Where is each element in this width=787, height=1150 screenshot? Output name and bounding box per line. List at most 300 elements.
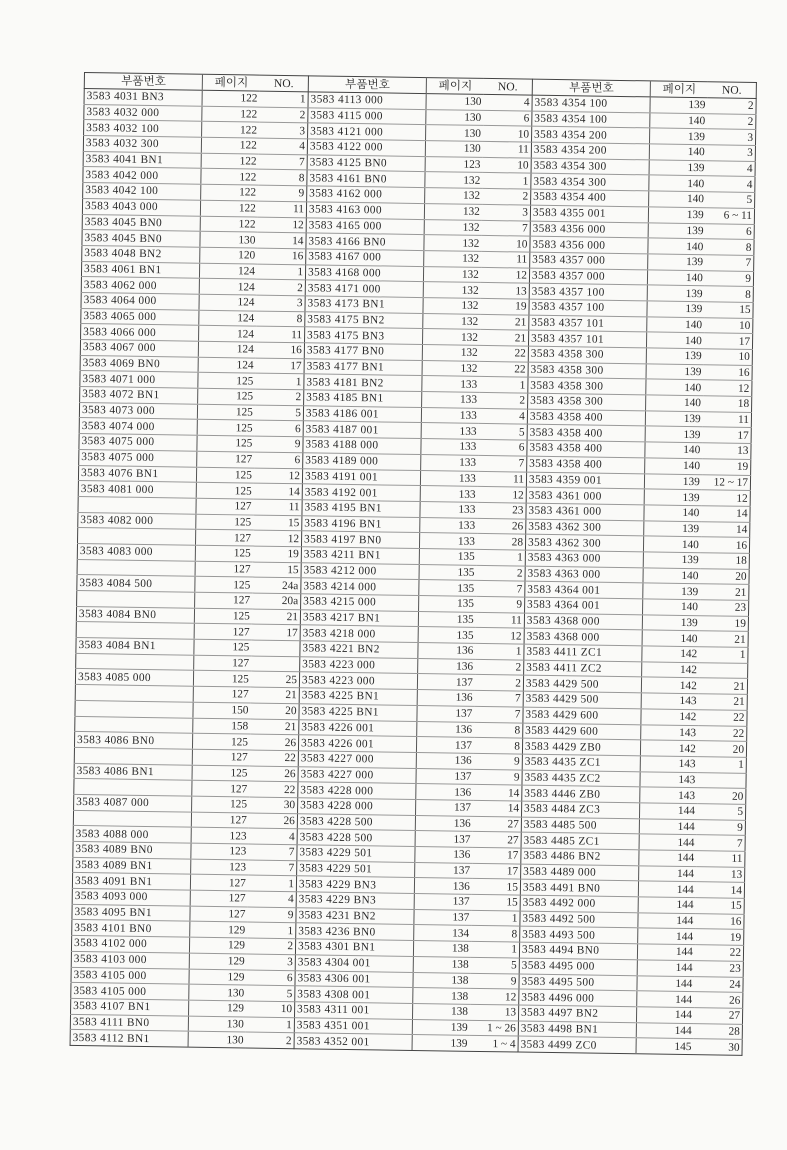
part-number-cell: 3583 4368 000 [524,613,643,630]
page-cell: 133 [421,470,478,487]
page-cell: 139 [646,411,703,428]
part-number-cell [77,590,196,607]
item-no-cell: 1 [479,377,528,393]
page-cell: 125 [197,482,254,499]
page-cell: 129 [190,937,247,954]
page-cell: 127 [194,624,251,641]
item-no-cell: 12 [254,468,303,484]
part-number-cell: 3583 4032 100 [84,120,203,137]
page-cell: 144 [639,834,696,851]
page-cell: 124 [199,326,256,343]
header-no: NO. [260,75,309,92]
item-no-cell: 18 [703,396,752,412]
part-number-cell: 3583 4162 000 [307,186,426,203]
page-cell: 139 [650,128,707,145]
page-cell: 138 [414,941,471,958]
item-no-cell: 7 [481,220,530,236]
page-cell: 142 [641,709,698,726]
page-cell: 144 [638,897,695,914]
part-number-cell: 3583 4358 400 [527,425,646,442]
item-no-cell: 13 [702,443,751,459]
page-cell: 144 [638,913,695,930]
page-cell: 139 [647,348,704,365]
item-no-cell: 21 [698,694,747,710]
part-number-cell: 3583 4103 000 [71,951,190,968]
part-number-cell: 3583 4065 000 [81,308,200,325]
item-no-cell: 8 [474,722,523,738]
page-cell: 139 [649,207,706,224]
page-cell: 122 [201,184,258,201]
page-cell: 123 [425,156,482,173]
part-number-cell: 3583 4358 400 [527,409,646,426]
part-number-cell: 3583 4223 000 [300,657,419,674]
page-cell: 132 [423,297,480,314]
item-no-cell: 10 [482,157,531,173]
item-no-cell: 22 [698,725,747,741]
part-number-cell: 3583 4075 000 [79,449,198,466]
part-number-cell [74,747,193,764]
page-cell: 144 [637,975,694,992]
part-number-cell: 3583 4429 500 [523,676,642,693]
item-no-cell: 6 [478,440,527,456]
page-cell: 125 [192,765,249,782]
page-cell: 125 [196,514,253,531]
page-cell: 139 [646,364,703,381]
item-no-cell: 11 [253,499,302,515]
part-number-cell: 3583 4429 500 [523,691,642,708]
part-number-cell: 3583 4226 001 [298,735,417,752]
item-no-cell: 7 [248,860,297,876]
page-cell: 144 [639,866,696,883]
item-no-cell: 12 [470,989,519,1005]
item-no-cell: 3 [707,129,756,145]
item-no-cell: 1 [255,373,304,389]
part-number-cell: 3583 4177 BN1 [304,358,423,375]
page-cell: 138 [413,956,470,973]
item-no-cell: 20a [252,593,301,609]
part-number-cell: 3583 4351 001 [294,1017,413,1034]
page-cell: 142 [642,646,699,663]
item-no-cell: 1 [471,910,520,926]
item-no-cell: 22 [249,781,298,797]
item-no-cell: 1 [257,264,306,280]
page-cell: 130 [188,1031,245,1048]
item-no-cell: 3 [247,954,296,970]
page-cell: 132 [423,282,480,299]
page-cell: 125 [194,671,251,688]
item-no-cell: 2 [707,113,756,129]
item-no-cell: 8 [256,311,305,327]
parts-index-table [70,72,757,1056]
part-number-cell: 3583 4181 BN2 [304,374,423,391]
part-number-cell: 3583 4358 300 [528,346,647,363]
item-no-cell: 19 [700,615,749,631]
page-cell: 132 [425,172,482,189]
page-cell: 140 [642,630,699,647]
page-cell: 127 [195,592,252,609]
item-no-cell: 7 [474,706,523,722]
part-number-cell: 3583 4211 BN1 [301,547,420,564]
part-number-cell: 3583 4032 300 [83,136,202,153]
item-no-cell: 16 [695,913,744,929]
item-no-cell: 13 [470,1004,519,1020]
item-no-cell: 27 [473,816,522,832]
page-cell: 140 [646,395,703,412]
item-no-cell: 27 [472,832,521,848]
item-no-cell: 2 [479,392,528,408]
item-no-cell: 2 [259,107,308,123]
item-no-cell: 8 [704,286,753,302]
item-no-cell: 1 [697,757,746,773]
item-no-cell: 22 [480,345,529,361]
page-cell: 122 [201,169,258,186]
page-cell: 143 [641,724,698,741]
part-number-cell [73,810,192,827]
part-number-cell: 3583 4363 000 [525,550,644,567]
item-no-cell: 10 [704,317,753,333]
page-cell: 132 [423,345,480,362]
part-number-cell: 3583 4304 001 [295,955,414,972]
page-cell: 137 [416,768,473,785]
item-no-cell: 17 [472,863,521,879]
page-cell: 136 [415,847,472,864]
item-no-cell: 26 [250,734,299,750]
item-no-cell: 6 [254,421,303,437]
page-cell: 125 [196,545,253,562]
item-no-cell: 7 [705,255,754,271]
header-page: 페이지 [650,81,707,98]
item-no-cell: 26 [477,518,526,534]
item-no-cell: 4 [706,176,755,192]
page-cell: 140 [643,567,700,584]
page-cell: 130 [189,984,246,1001]
item-no-cell: 2 [255,389,304,405]
page-cell: 125 [195,608,252,625]
item-no-cell: 21 [480,314,529,330]
page-cell: 139 [647,301,704,318]
page-cell: 140 [647,332,704,349]
part-number-cell: 3583 4356 000 [530,236,649,253]
part-number-cell: 3583 4221 BN2 [300,641,419,658]
page-cell: 140 [648,269,705,286]
item-no-cell: 7 [258,154,307,170]
page-cell: 138 [413,972,470,989]
item-no-cell: 23 [700,600,749,616]
page-cell: 136 [417,721,474,738]
part-number-cell: 3583 4229 501 [297,845,416,862]
part-number-cell: 3583 4189 000 [303,453,422,470]
part-number-cell: 3583 4495 000 [519,958,638,975]
item-no-cell: 16 [701,537,750,553]
part-number-cell: 3583 4356 000 [530,221,649,238]
page-cell: 136 [418,643,475,660]
item-no-cell: 11 [258,201,307,217]
table-body [70,89,756,1056]
page-cell: 137 [415,862,472,879]
page-cell: 140 [644,505,701,522]
part-number-cell: 3583 4228 000 [297,798,416,815]
item-no-cell: 28 [694,1023,743,1039]
part-number-cell: 3583 4125 BN0 [307,155,426,172]
item-no-cell: 8 [258,170,307,186]
part-number-cell: 3583 4498 BN1 [518,1021,637,1038]
item-no-cell: 12 [475,628,524,644]
page-cell: 139 [645,426,702,443]
item-no-cell: 6 [705,223,754,239]
page-cell: 139 [648,222,705,239]
page-cell: 135 [419,580,476,597]
item-no-cell: 1 ~ 4 [469,1036,518,1052]
page-cell: 139 [645,473,702,490]
item-no-cell: 11 [256,326,305,342]
part-number-cell: 3583 4411 ZC2 [524,660,643,677]
part-number-cell: 3583 4173 BN1 [305,296,424,313]
part-number-cell: 3583 4354 300 [531,158,650,175]
item-no-cell: 15 [252,562,301,578]
page-cell: 130 [200,231,257,248]
item-no-cell: 20 [250,703,299,719]
part-number-cell: 3583 4357 101 [528,330,647,347]
item-no-cell: 5 [478,424,527,440]
page-cell: 135 [419,596,476,613]
part-number-cell: 3583 4071 000 [80,371,199,388]
part-number-cell: 3583 4485 ZC1 [521,832,640,849]
item-no-cell: 1 [247,922,296,938]
page-cell: 130 [426,125,483,142]
page-cell: 120 [200,247,257,264]
part-number-cell: 3583 4361 000 [526,487,645,504]
part-number-cell: 3583 4082 000 [78,512,197,529]
part-number-cell: 3583 4357 101 [529,315,648,332]
page-cell: 132 [423,329,480,346]
item-no-cell: 22 [250,750,299,766]
part-number-cell: 3583 4175 BN3 [304,327,423,344]
page-cell: 129 [190,953,247,970]
part-number-cell: 3583 4075 000 [79,434,198,451]
page-cell: 139 [644,489,701,506]
item-no-cell: 8 [471,926,520,942]
item-no-cell: 16 [257,248,306,264]
part-number-cell: 3583 4111 BN0 [70,1014,189,1031]
part-number-cell: 3583 4177 BN0 [304,343,423,360]
item-no-cell: 14 [257,232,306,248]
part-number-cell: 3583 4067 000 [80,339,199,356]
part-number-cell: 3583 4115 000 [308,108,427,125]
item-no-cell: 12 [258,217,307,233]
item-no-cell: 5 [706,192,755,208]
item-no-cell: 9 [697,819,746,835]
page-cell: 132 [422,360,479,377]
part-number-cell: 3583 4188 000 [303,437,422,454]
item-no-cell: 2 [257,279,306,295]
part-number-cell: 3583 4105 000 [71,983,190,1000]
part-number-cell: 3583 4357 000 [529,268,648,285]
part-number-cell: 3583 4225 BN1 [299,704,418,721]
item-no-cell: 4 [248,891,297,907]
item-no-cell: 3 [707,145,756,161]
part-number-cell: 3583 4492 500 [520,911,639,928]
page-cell: 144 [636,1022,693,1039]
page-cell: 132 [424,219,481,236]
part-number-cell: 3583 4161 BN0 [307,170,426,187]
part-number-cell: 3583 4359 001 [526,472,645,489]
page-cell: 136 [417,752,474,769]
item-no-cell: 9 [474,753,523,769]
header-no: NO. [707,82,756,99]
item-no-cell: 4 [259,138,308,154]
item-no-cell: 13 [696,866,745,882]
page-cell: 137 [416,799,473,816]
page-cell: 127 [196,529,253,546]
page-cell: 142 [641,740,698,757]
part-number-cell: 3583 4113 000 [308,92,427,109]
part-number-cell: 3583 4163 000 [306,202,425,219]
part-number-cell: 3583 4364 001 [525,581,644,598]
item-no-cell: 5 [471,957,520,973]
item-no-cell: 11 [483,141,532,157]
page-cell: 138 [413,1003,470,1020]
page-cell: 127 [193,749,250,766]
part-number-cell: 3583 4084 BN1 [76,638,195,655]
page-cell: 122 [201,200,258,217]
page-cell: 127 [194,655,251,672]
part-number-cell: 3583 4061 BN1 [81,261,200,278]
page-cell: 135 [419,611,476,628]
page-cell: 140 [644,536,701,553]
part-number-cell: 3583 4217 BN1 [300,609,419,626]
item-no-cell: 19 [702,459,751,475]
page-cell: 139 [647,285,704,302]
page-cell: 144 [640,803,697,820]
item-no-cell: 9 [476,596,525,612]
page-cell: 127 [195,561,252,578]
part-number-cell: 3583 4357 000 [530,252,649,269]
item-no-cell: 15 [695,898,744,914]
item-no-cell: 1 [246,1017,295,1033]
part-number-cell: 3583 4354 100 [532,95,651,112]
part-number-cell: 3583 4429 600 [523,707,642,724]
item-no-cell: 21 [250,719,299,735]
part-number-cell: 3583 4225 BN1 [299,688,418,705]
page-cell: 142 [642,662,699,679]
part-number-cell [75,685,194,702]
item-no-cell: 8 [705,239,754,255]
part-number-cell: 3583 4368 000 [524,628,643,645]
page-cell: 137 [417,737,474,754]
item-no-cell: 5 [697,804,746,820]
page-cell: 124 [199,341,256,358]
page-cell: 125 [195,577,252,594]
part-number-cell: 3583 4212 000 [301,562,420,579]
page-cell: 143 [640,787,697,804]
item-no-cell: 19 [253,546,302,562]
page-cell: 144 [640,818,697,835]
item-no-cell: 20 [700,568,749,584]
page-cell: 144 [637,960,694,977]
part-number-cell: 3583 4358 300 [528,377,647,394]
page-cell: 133 [422,407,479,424]
item-no-cell: 21 [699,678,748,694]
item-no-cell: 3 [259,122,308,138]
page-cell: 123 [191,827,248,844]
item-no-cell: 21 [480,330,529,346]
item-no-cell: 7 [696,835,745,851]
page-cell: 136 [417,690,474,707]
part-number-cell: 3583 4043 000 [82,198,201,215]
page-cell: 125 [197,467,254,484]
item-no-cell: 11 [696,851,745,867]
part-number-cell: 3583 4357 100 [529,299,648,316]
part-number-cell: 3583 4229 501 [297,860,416,877]
item-no-cell: 26 [249,813,298,829]
page-cell: 144 [639,881,696,898]
page-cell: 129 [189,1000,246,1017]
item-no-cell: 1 [699,647,748,663]
page-cell: 130 [426,141,483,158]
page-cell: 122 [201,153,258,170]
part-number-cell: 3583 4112 BN1 [70,1030,189,1047]
page-cell: 125 [198,388,255,405]
item-no-cell: 5 [255,405,304,421]
item-no-cell: 19 [480,298,529,314]
page-cell: 145 [636,1038,693,1055]
page-cell: 135 [419,564,476,581]
item-no-cell: 17 [251,624,300,640]
part-number-cell: 3583 4227 000 [298,766,417,783]
part-number-cell: 3583 4223 000 [299,672,418,689]
page-cell: 140 [645,442,702,459]
page-cell: 139 [649,160,706,177]
part-number-cell [77,559,196,576]
parts-index-sheet [70,72,757,1056]
item-no-cell: 9 [473,769,522,785]
page-cell: 137 [417,705,474,722]
part-number-cell: 3583 4074 000 [79,418,198,435]
page-cell: 127 [191,875,248,892]
item-no-cell: 9 [258,185,307,201]
page-cell: 139 [413,1019,470,1036]
page-cell: 125 [197,420,254,437]
item-no-cell: 27 [694,1008,743,1024]
page-cell: 127 [190,890,247,907]
item-no-cell [251,656,300,672]
part-number-cell: 3583 4165 000 [306,217,425,234]
part-number-cell: 3583 4105 000 [71,967,190,984]
page-cell: 134 [414,925,471,942]
item-no-cell: 21 [700,584,749,600]
page-cell: 140 [643,599,700,616]
item-no-cell: 23 [694,960,743,976]
part-number-cell: 3583 4231 BN2 [296,907,415,924]
item-no-cell: 1 [248,875,297,891]
page-cell: 132 [423,313,480,330]
item-no-cell: 26 [249,766,298,782]
page-cell: 124 [199,294,256,311]
item-no-cell: 10 [483,126,532,142]
part-number-cell: 3583 4497 BN2 [518,1005,637,1022]
part-number-cell: 3583 4494 BN0 [519,942,638,959]
part-number-cell: 3583 4362 300 [526,519,645,536]
part-number-cell: 3583 4195 BN1 [302,500,421,517]
part-number-cell: 3583 4031 BN3 [84,89,203,106]
part-number-cell: 3583 4072 BN1 [80,387,199,404]
page-cell: 136 [416,784,473,801]
item-no-cell: 15 [471,894,520,910]
item-no-cell: 14 [696,882,745,898]
item-no-cell: 14 [254,483,303,499]
page-cell: 136 [415,878,472,895]
part-number-cell: 3583 4086 BN1 [74,763,193,780]
